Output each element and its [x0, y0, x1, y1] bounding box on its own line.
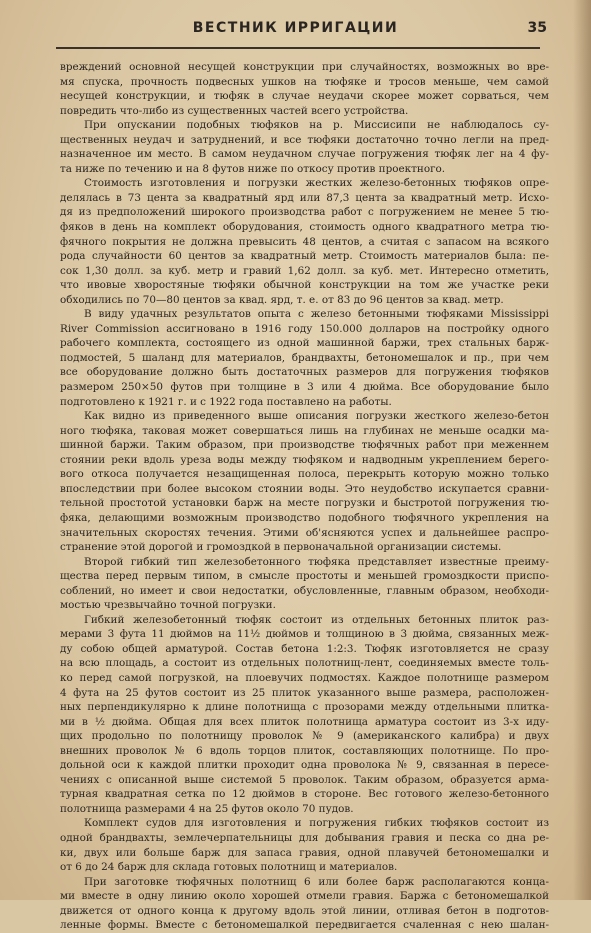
text-line: Гибкий железобетонный тюфяк состоит из отдельных бетонных плиток раз- [84, 613, 549, 626]
text-line: делялась в 73 цента за квадратный ярд или 87,3 цента за квадратный метр. Исхо- [60, 191, 549, 204]
text-line: рода случайности 60 центов за квадратный метр. Стоимость материалов была: пе- [60, 250, 549, 263]
text-line: несущей конструкции, и тюфяк в случае неудачи скорее может сорваться, чем [60, 90, 549, 103]
text-line: фяков в день на комплект оборудования, стоимость одного квадратного метра тю- [60, 221, 549, 234]
article-body [60, 60, 549, 933]
text-line: вреждений основной несущей конструкции при случайностях, возможных во вре- [60, 61, 549, 73]
text-line: Второй гибкий тип железобетонного тюфяка представляет известные преиму- [84, 555, 549, 568]
text-line: шинной баржи. Таким образом, при производстве тюфячных работ при меженнем [60, 439, 549, 452]
text-line: Как видно из приведенного выше описания погрузки жесткого железо-бетон [84, 410, 549, 423]
text-line: подмостей, 5 шаланд для материалов, брандвахты, бетономешалок и пр., при чем [60, 351, 549, 364]
text-line: чениях с описанной выше системой 5 проволок. Таким образом, образуется арма- [60, 773, 549, 786]
text-line: мерами 3 фута 11 дюймов на 11½ дюймов и толщиною в 3 дюйма, связанных меж- [60, 628, 549, 641]
text-line: При заготовке тюфячных полотнищ 6 или более барж располагаются конца- [84, 875, 549, 888]
text-line: одной брандвахты, землечерпательницы для добывания гравия и песка со дна ре- [60, 831, 549, 844]
text-line: щих продольно по полотнищу проволок № 9 (американского калибра) и двух [60, 730, 549, 743]
text-line: назначенное им место. В самом неудачном случае погружения тюфяк лег на 4 фу- [60, 148, 549, 161]
text-line: ду собою общей арматурой. Состав бетона 1:2:3. Тюфяк изготовляется не сразу [60, 642, 549, 655]
text-line: повредить что-либо из существенных частей всего устройства. [60, 104, 409, 117]
text-line: ко перед самой погрузкой, на плоевучих подмостях. Каждое полотнище размером [60, 671, 549, 684]
text-line: При опускании подобных тюфяков на р. Миссисипи не наблюдалось су- [84, 119, 549, 132]
text-line: соблений, но имеет и свои недостатки, обусловленные, главным образом, необходи- [60, 584, 549, 597]
text-line: движется от одного конца к другому вдоль этой линии, отливая бетон в подготов- [60, 904, 549, 917]
page-number: 35 [527, 20, 547, 36]
text-line: ного тюфяка, таковая может совершаться лишь на глубинах не меньше осадки ма- [60, 424, 549, 437]
text-line: щества перед первым типом, в смысле простоты и меньшей громоздкости приспо- [60, 570, 549, 583]
text-line: от 6 до 24 барж для склада готовых полотнищ и материалов. [60, 861, 398, 874]
header-divider [56, 47, 540, 49]
text-line: щественных неудач и затруднений, и все тюфяки достаточно точно легли на пред- [60, 133, 549, 146]
text-line: на всю площадь, а состоит из отдельных полотнищ-лент, соединяемых вместе толь- [60, 657, 549, 670]
text-line: стоянии реки вдоль уреза воды между тюфяком и надводным укреплением берего- [60, 453, 549, 466]
text-line: размером 250×50 футов при толщине в 3 или 4 дюйма. Все оборудование было [60, 381, 549, 394]
text-line: ленные формы. Вместе с бетономешалкой передвигается счаленная с нею шалан- [60, 919, 549, 932]
text-line: фяка, делающими возможным производство подобного тюфячного укрепления на [60, 511, 549, 524]
text-line: странение этой дорогой и громоздкой в первоначальной организации системы. [60, 541, 502, 554]
text-line: В виду удачных результатов опыта с железо бетонными тюфяками Mississippi [84, 308, 549, 321]
text-line: та ниже по течению и на 8 футов ниже по откосу против проектного. [60, 162, 446, 175]
text-line: фячного покрытия не должна превысить 48 центов, а считая с запасом на всякого [60, 235, 549, 248]
text-line: ми вместе в одну линию около хорошей отмели гравия. Баржа с бетономешалкой [60, 890, 549, 903]
text-line: Стоимость изготовления и погрузки жестких железо-бетонных тюфяков опре- [84, 177, 549, 190]
text-line: турная квадратная сетка по 12 дюймов в стороне. Вес готового железо-бетонного [60, 788, 549, 801]
page-edge-shadow [573, 0, 591, 900]
text-line: дольной оси к каждой плитки проходит одна проволока № 9, связанная в пересе- [60, 759, 549, 772]
text-line: ми в ½ дюйма. Общая для всех плиток полотнища арматура состоит из 3-х иду- [60, 715, 549, 728]
journal-title: ВЕСТНИК ИРРИГАЦИИ [192, 20, 399, 36]
text-line: ных перпендикулярно к длине полотнища с прозорами между отдельными плитка- [60, 701, 549, 714]
text-line: полотнища размерами 4 на 25 футов около 70 пудов. [60, 802, 354, 815]
text-line: сок 1,30 долл. за куб. метр и гравий 1,62 долл. за куб. мет. Интересно отметить, [60, 264, 549, 277]
text-line: дя из предположений широкого производства работ с погружением не менее 5 тю- [60, 206, 549, 219]
text-line: мостью чрезвычайно точной погрузки. [60, 599, 276, 612]
text-line: вого откоса получается незащищенная полоса, перекрыть которую можно только [60, 468, 549, 481]
text-line: 4 фута на 25 футов состоит из 25 плиток указанного выше размера, расположен- [60, 686, 549, 699]
text-line: рабочего комплекта, состоящего из одной машинной баржи, трех стальных барж- [60, 337, 549, 350]
text-line: внешних проволок № 6 вдоль торцов плиток, составляющих полотнище. По про- [60, 744, 549, 757]
text-line: подготовлено к 1921 г. и с 1922 года поставлено на работы. [60, 395, 392, 408]
text-line: впоследствии при более высоком стоянии воды. Это неудобство искупается сравни- [60, 482, 549, 495]
text-line: River Commission ассигновано в 1916 году 150.000 долларов на постройку одного [60, 322, 549, 335]
text-line: обходились по 70—80 центов за квад. ярд, т. е. от 83 до 96 центов за квад. метр. [60, 293, 504, 306]
text-line: что ивовые хворостяные тюфяки обычной конструкции на том же участке реки [60, 279, 549, 292]
text-line: тельной простотой установки барж на месте погрузки и быстротой погружения тю- [60, 497, 549, 510]
running-header [0, 14, 591, 42]
text-line: значительных скоростях течения. Этими об'ясняются успех и дальнейшее распро- [60, 526, 549, 539]
text-line: все оборудование должно быть достаточных размеров для погружения тюфяков [60, 366, 549, 379]
text-line: ки, двух или больше барж для запаса гравия, одной плавучей бетономешалки и [60, 846, 549, 859]
text-line: мя спуска, прочность подвесных ушков на тюфяке и тросов меньше, чем самой [60, 75, 549, 88]
text-line: Комплект судов для изготовления и погружения гибких тюфяков состоит из [84, 817, 549, 830]
